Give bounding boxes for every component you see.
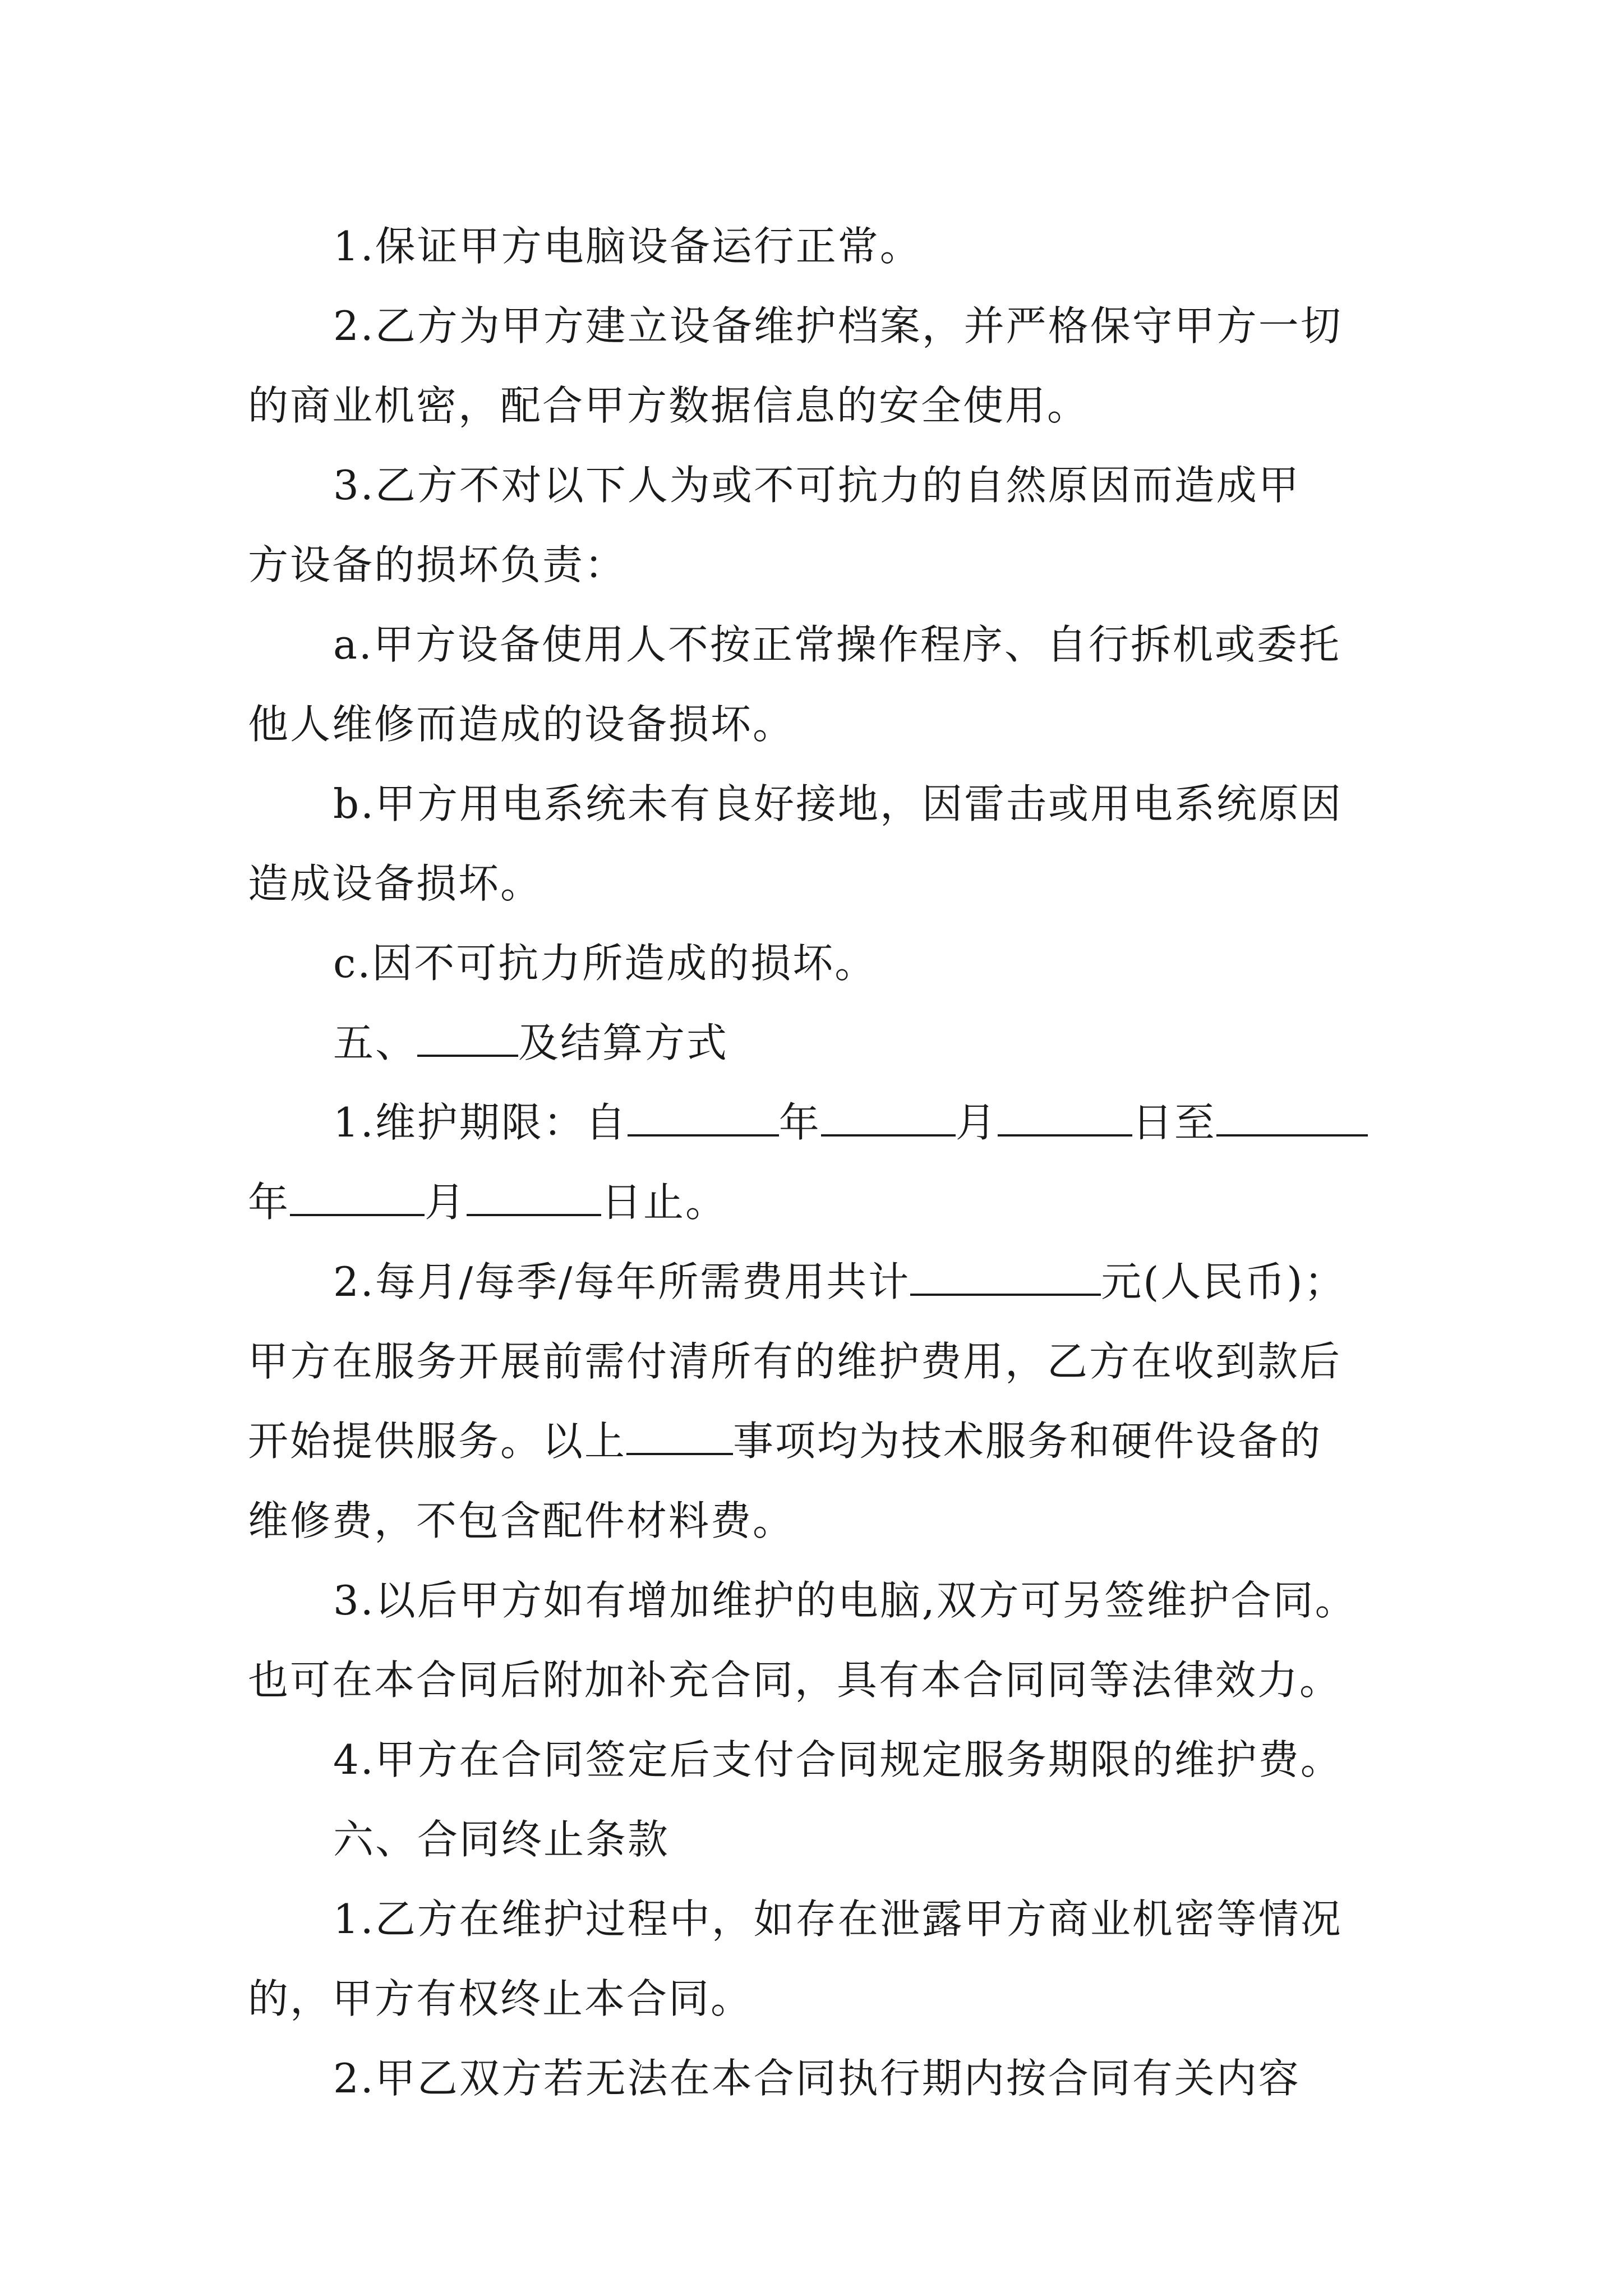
clause-text: 的商业机密，配合甲方数据信息的安全使用。 (248, 382, 1090, 429)
fee-text: 事项均为技术服务和硬件设备的 (733, 1418, 1322, 1465)
fee-line3 (248, 1401, 1381, 1481)
fee-line4 (248, 1481, 1381, 1561)
term-text: 日至 (1132, 1099, 1216, 1146)
term-text: 1.维护期限：自 (333, 1099, 628, 1146)
item-text: b.甲方用电系统未有良好接地，因雷击或用电系统原因 (333, 780, 1343, 827)
payment-clause (248, 1720, 1381, 1800)
clause-text: 也可在本合同后附加补充合同，具有本合同同等法律效力。 (248, 1657, 1342, 1704)
additional-contract-line1 (248, 1561, 1381, 1640)
additional-contract-line2 (248, 1640, 1381, 1720)
term-text: 月 (425, 1179, 467, 1226)
heading-number: 五、 (333, 1019, 418, 1066)
contract-body (248, 206, 1381, 2118)
fill-blank-amount (910, 1258, 1101, 1296)
fee-text: 维修费，不包含配件材料费。 (248, 1497, 795, 1544)
clause-liability-line1 (248, 445, 1381, 525)
fee-text: 甲方在服务开展前需付清所有的维护费用，乙方在收到款后 (248, 1338, 1342, 1385)
clause-archive-line2 (248, 366, 1381, 445)
fill-blank-start-year (628, 1098, 779, 1137)
item-b-line2 (248, 844, 1381, 923)
fill-blank-start-day (998, 1098, 1132, 1137)
item-c (248, 923, 1381, 1003)
item-a-line1 (248, 605, 1381, 684)
fill-blank-end-month (290, 1178, 425, 1216)
term-text: 年 (778, 1099, 821, 1146)
term-text: 月 (955, 1099, 998, 1146)
term-text: 年 (248, 1179, 291, 1226)
fee-text: 2.每月/每季/每年所需费用共计 (333, 1258, 911, 1305)
fill-blank (626, 1417, 733, 1455)
clause-text: 方设备的损坏负责： (248, 541, 627, 588)
clause-guarantee (248, 206, 1381, 286)
item-text: 造成设备损坏。 (248, 860, 543, 907)
fee-line1 (248, 1242, 1381, 1322)
clause-text: 1.乙方在维护过程中，如存在泄露甲方商业机密等情况 (333, 1895, 1343, 1943)
term-text: 日止。 (601, 1179, 728, 1226)
clause-text: 3.乙方不对以下人为或不可抗力的自然原因而造成甲 (333, 462, 1301, 509)
item-text: c.因不可抗力所造成的损坏。 (333, 940, 877, 987)
clause-archive-line1 (248, 286, 1381, 366)
clause-text: 1.保证甲方电脑设备运行正常。 (333, 223, 922, 270)
clause-liability-line2 (248, 525, 1381, 605)
item-b-line1 (248, 764, 1381, 844)
fill-blank-end-year (1216, 1098, 1368, 1137)
termination-2-line1 (248, 2039, 1381, 2118)
clause-text: 3.以后甲方如有增加维护的电脑,双方可另签维护合同。 (333, 1577, 1357, 1624)
clause-text: 2.乙方为甲方建立设备维护档案，并严格保守甲方一切 (333, 302, 1343, 349)
termination-1-line2 (248, 1959, 1381, 2039)
heading-text: 六、合同终止条款 (333, 1816, 670, 1863)
clause-text: 的，甲方有权终止本合同。 (248, 1975, 753, 2022)
term-line2 (248, 1162, 1381, 1242)
clause-text: 2.甲乙双方若无法在本合同执行期内按合同有关内容 (333, 2055, 1301, 2102)
fill-blank-start-month (821, 1098, 956, 1137)
heading-text: 及结算方式 (518, 1019, 729, 1066)
section-5-heading (248, 1003, 1381, 1083)
item-text: 他人维修而造成的设备损坏。 (248, 701, 795, 748)
fee-text: 开始提供服务。以上 (248, 1418, 627, 1465)
item-a-line2 (248, 684, 1381, 764)
item-text: a.甲方设备使用人不按正常操作程序、自行拆机或委托 (333, 621, 1341, 668)
section-6-heading (248, 1800, 1381, 1879)
fee-text: 元(人民币)； (1101, 1258, 1347, 1305)
clause-text: 4.甲方在合同签定后支付合同规定服务期限的维护费。 (333, 1736, 1343, 1783)
fill-blank (417, 1019, 518, 1057)
term-line1 (248, 1083, 1381, 1162)
termination-1-line1 (248, 1879, 1381, 1959)
fill-blank-end-day (467, 1178, 601, 1216)
fee-line2 (248, 1322, 1381, 1401)
